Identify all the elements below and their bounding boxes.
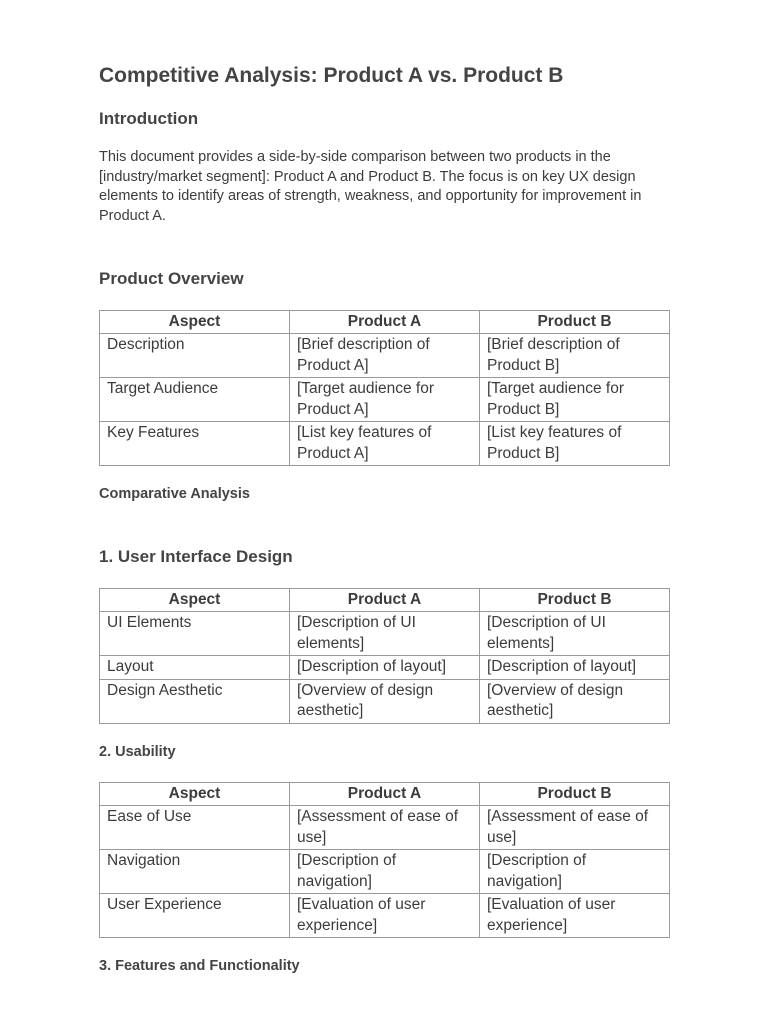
table-row bbox=[100, 679, 670, 723]
table-cell: [Target audience for Product B] bbox=[480, 378, 670, 422]
table-cell: [Overview of design aesthetic] bbox=[290, 679, 480, 723]
table-row bbox=[100, 334, 670, 378]
table-cell: [Target audience for Product A] bbox=[290, 378, 480, 422]
table-cell: Key Features bbox=[100, 422, 290, 466]
ui-design-table bbox=[99, 588, 670, 724]
table-cell: [Description of UI elements] bbox=[480, 612, 670, 656]
table-row bbox=[100, 378, 670, 422]
column-header-product-a: Product A bbox=[290, 311, 480, 334]
table-header-row bbox=[100, 783, 670, 806]
table-row bbox=[100, 806, 670, 850]
column-header-product-a: Product A bbox=[290, 589, 480, 612]
table-cell: Layout bbox=[100, 656, 290, 680]
table-cell: Navigation bbox=[100, 850, 290, 894]
table-row bbox=[100, 656, 670, 680]
product-overview-table bbox=[99, 310, 670, 466]
table-row bbox=[100, 422, 670, 466]
document-title: Competitive Analysis: Product A vs. Product B bbox=[99, 64, 564, 87]
table-cell: [Description of navigation] bbox=[290, 850, 480, 894]
table-cell: [Overview of design aesthetic] bbox=[480, 679, 670, 723]
features-heading: 3. Features and Functionality bbox=[99, 958, 300, 974]
table-cell: [Description of UI elements] bbox=[290, 612, 480, 656]
table-header-row bbox=[100, 311, 670, 334]
table-cell: [Description of layout] bbox=[290, 656, 480, 680]
table-cell: [List key features of Product B] bbox=[480, 422, 670, 466]
table-cell: [Description of layout] bbox=[480, 656, 670, 680]
table-cell: [Evaluation of user experience] bbox=[290, 894, 480, 938]
table-cell: Design Aesthetic bbox=[100, 679, 290, 723]
table-cell: Ease of Use bbox=[100, 806, 290, 850]
table-cell: [List key features of Product A] bbox=[290, 422, 480, 466]
column-header-aspect: Aspect bbox=[100, 783, 290, 806]
table-cell: [Assessment of ease of use] bbox=[290, 806, 480, 850]
table-cell: UI Elements bbox=[100, 612, 290, 656]
usability-table bbox=[99, 782, 670, 938]
table-cell: User Experience bbox=[100, 894, 290, 938]
table-cell: [Description of navigation] bbox=[480, 850, 670, 894]
table-header-row bbox=[100, 589, 670, 612]
introduction-heading: Introduction bbox=[99, 109, 199, 128]
column-header-aspect: Aspect bbox=[100, 311, 290, 334]
table-cell: Description bbox=[100, 334, 290, 378]
comparative-analysis-heading: Comparative Analysis bbox=[99, 486, 250, 502]
column-header-product-b: Product B bbox=[480, 589, 670, 612]
introduction-body: This document provides a side-by-side comparison between two products in the [industry/market segment]: Product A and Product B. The focus is on key UX design elements to identify areas of strength, weakness, and opportunity for improvement in Product A. bbox=[99, 149, 642, 224]
table-cell: [Assessment of ease of use] bbox=[480, 806, 670, 850]
table-row bbox=[100, 894, 670, 938]
ui-design-heading: 1. User Interface Design bbox=[99, 547, 293, 566]
table-cell: [Brief description of Product B] bbox=[480, 334, 670, 378]
column-header-product-b: Product B bbox=[480, 783, 670, 806]
table-cell: Target Audience bbox=[100, 378, 290, 422]
table-row bbox=[100, 850, 670, 894]
table-cell: [Brief description of Product A] bbox=[290, 334, 480, 378]
column-header-aspect: Aspect bbox=[100, 589, 290, 612]
usability-heading: 2. Usability bbox=[99, 744, 176, 760]
product-overview-heading: Product Overview bbox=[99, 269, 244, 288]
table-cell: [Evaluation of user experience] bbox=[480, 894, 670, 938]
column-header-product-a: Product A bbox=[290, 783, 480, 806]
table-row bbox=[100, 612, 670, 656]
column-header-product-b: Product B bbox=[480, 311, 670, 334]
